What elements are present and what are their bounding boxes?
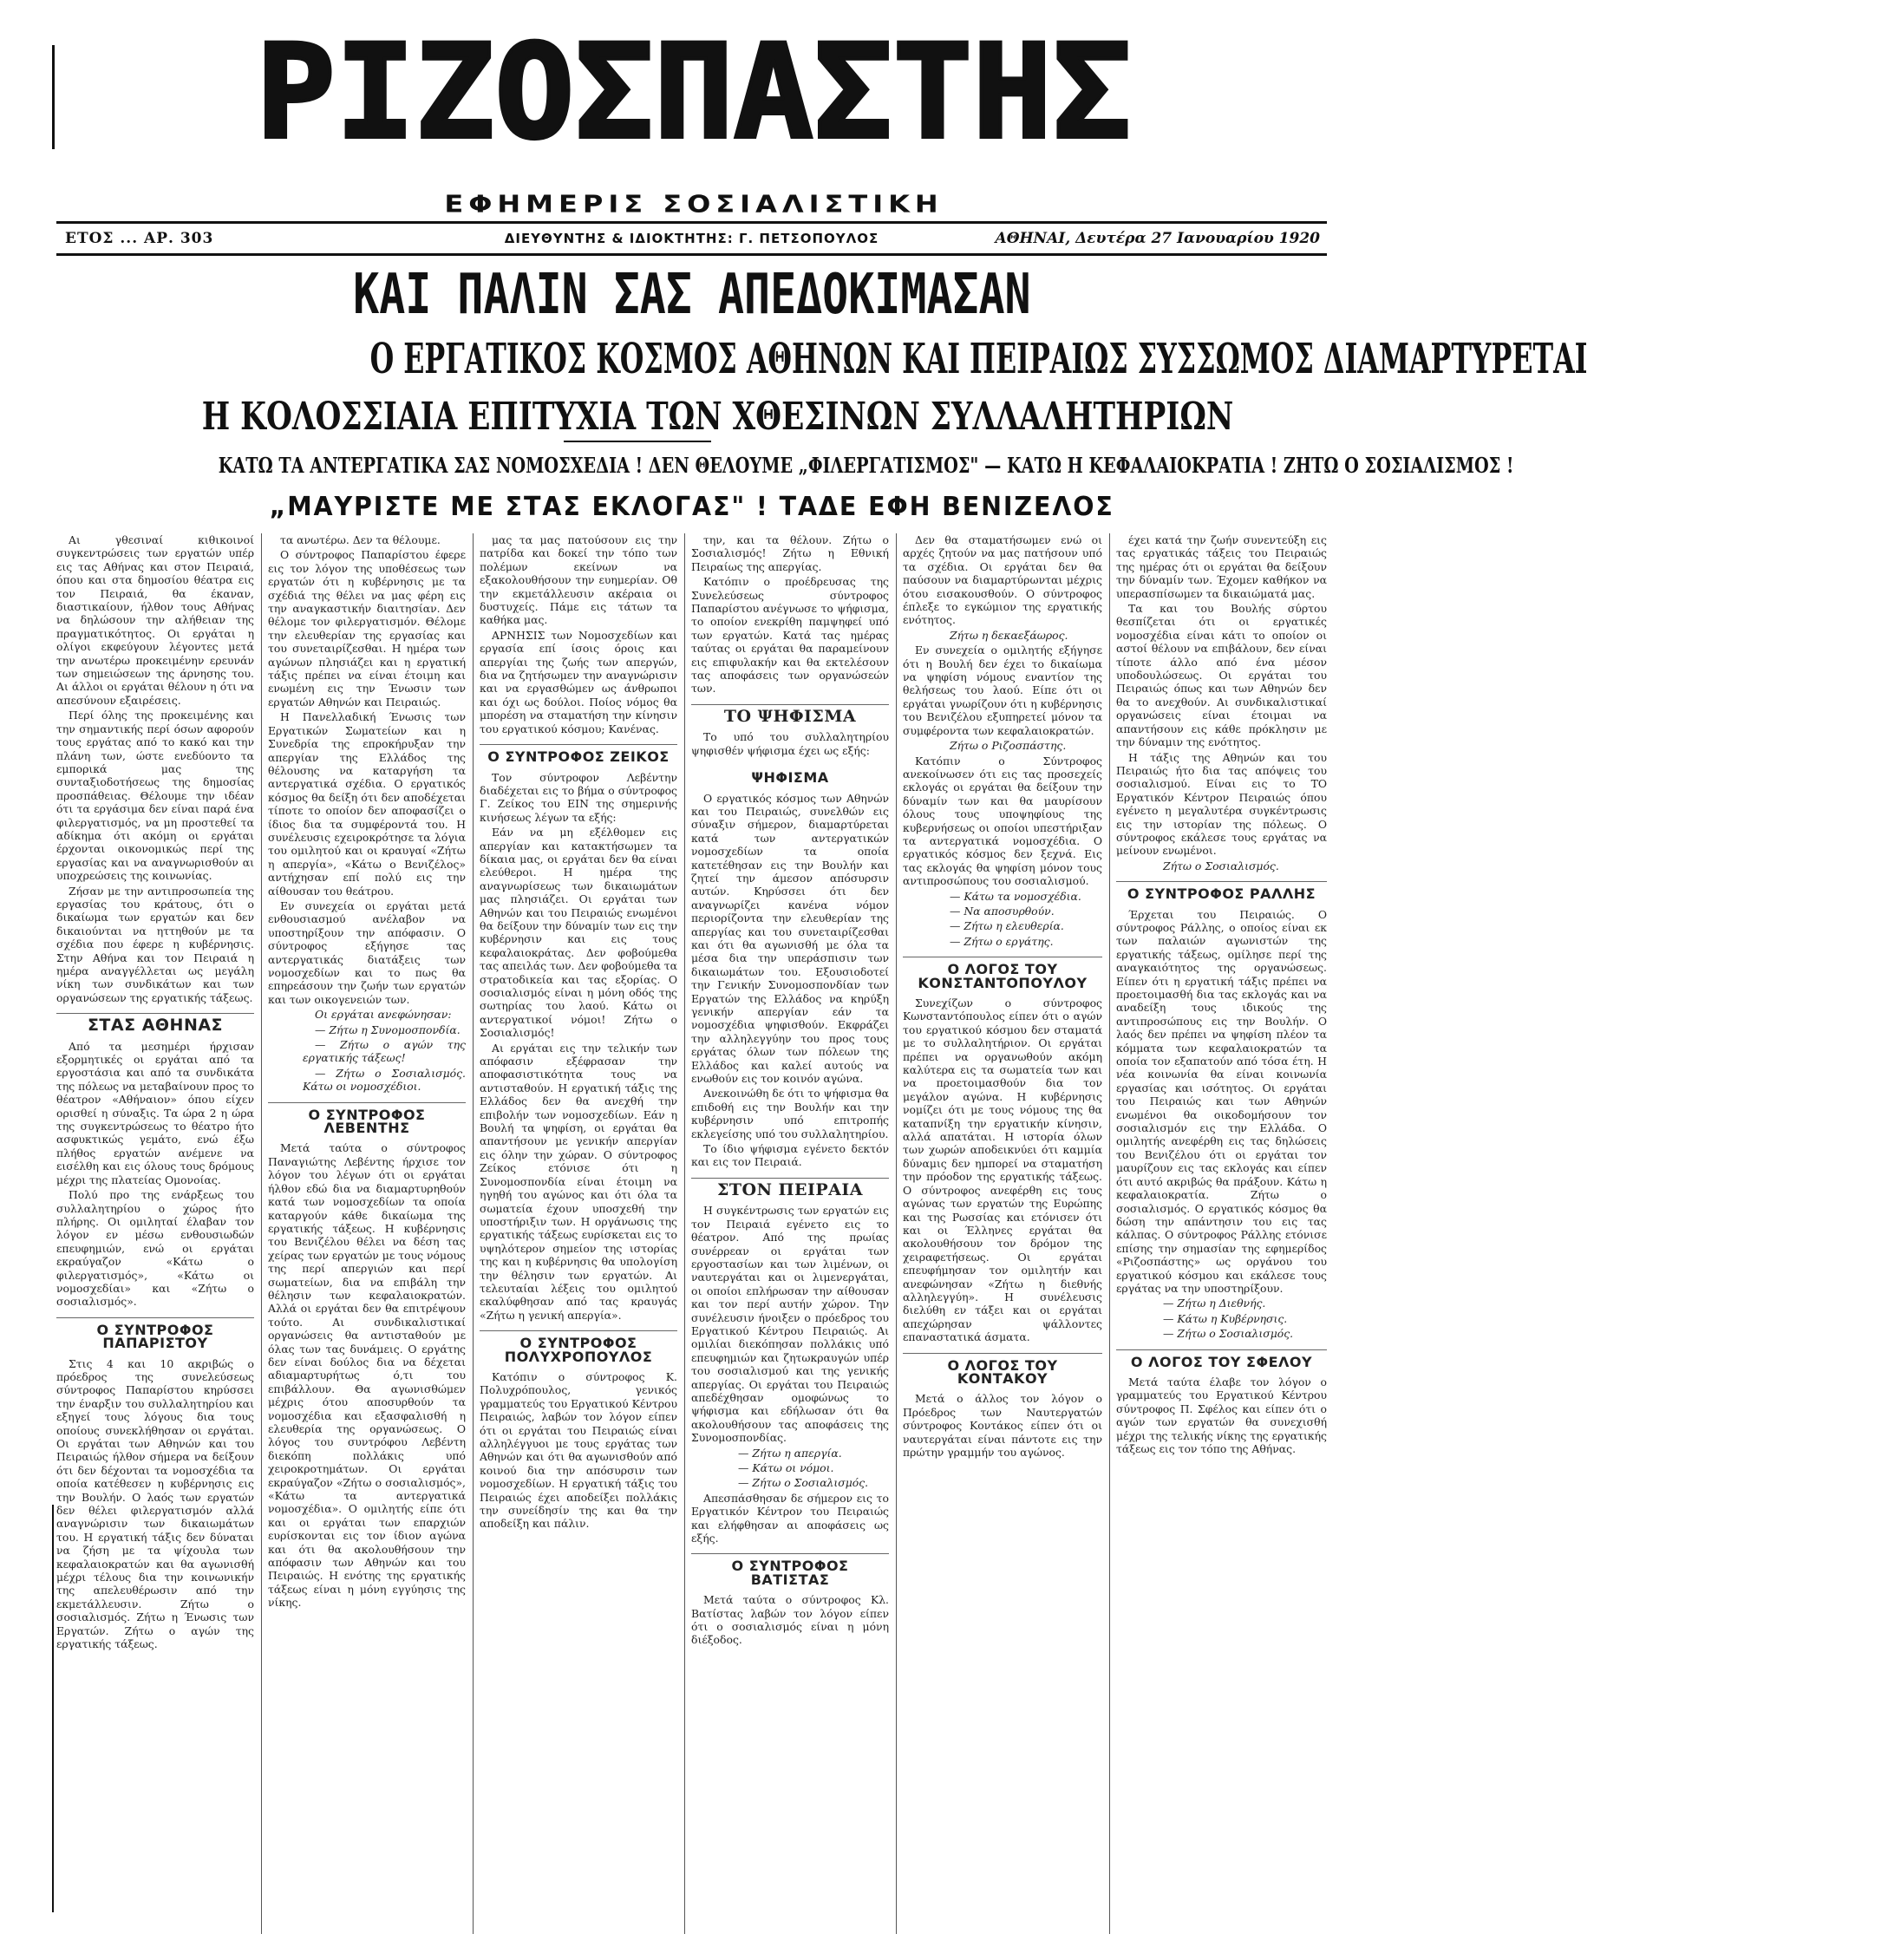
paragraph: τα ανωτέρω. Δεν τα θέλουμε. [280,533,441,546]
cheer-line: — Κάτω η Κυβέρνησις. [1163,1311,1288,1325]
cheer-line: Ζήτω η δεκαεξάωρος. [950,628,1068,642]
section-heading: Ο ΣΥΝΤΡΟΦΟΣ ΠΟΛΥΧΡΟΠΟΥΛΟΣ [480,1330,677,1363]
third-headline: Η ΚΟΛΟΣΣΙΑΙΑ ΕΠΙΤΥΧΙΑ ΤΩΝ ΧΘΕΣΙΝΩΝ ΣΥΛΛΑΛΗΤΗΡΙΩΝ [201,395,1234,439]
section-heading: Ο ΣΥΝΤΡΟΦΟΣ ΡΑΛΛΗΣ [1116,881,1327,900]
paragraph: Πολύ προ της ενάρξεως του συλλαλητηρίου ο χώρος ήτο πλήρης. Οι ομιληταί έλαβαν τον λόγον εν μέσω ενθουσιωδών επευφημιών, ενώ οι εργάται εκραύγαζον «Κάτω ο φιλεργατισμός», «Κάτω οι νομοσχεδίαι» και «Ζήτω ο σοσιαλισμός». [56,1188,254,1309]
paragraph: Κατόπιν ο προέδρευσας της Συνελεύσεως σύντροφος Παπαρίστου ανέγνωσε το ψήφισμα, το οποίον ενεκρίθη παμψηφεί υπό των εργατών. Κατά τας ημέρας ταύτας οι εργάται θα παραμείνουν εις επιφυλακήν και θα εκτελέσουν τας αποφάσεις των οργανώσεών των. [691,575,889,696]
section-heading: ΣΤΑΣ ΑΘΗΝΑΣ [56,1013,254,1032]
margin-rule [52,45,55,149]
director-line: ΔΙΕΥΘΥΝΤΗΣ & ΙΔΙΟΚΤΗΤΗΣ: Γ. ΠΕΤΣΟΠΟΥΛΟΣ [504,231,879,246]
column-3 [480,533,677,1934]
section-heading: Ο ΛΟΓΟΣ ΤΟΥ ΚΟΝΣΤΑΝΤΟΠΟΥΛΟΥ [903,957,1102,990]
main-headline: ΚΑΙ ΠΑΛΙΝ ΣΑΣ ΑΠΕΔΟΚΙΜΑΣΑΝ [352,263,1031,327]
column-1 [56,533,254,1934]
cheer-line: — Ζήτω ο Σοσιαλισμός. Κάτω οι νομοσχέδιοι. [303,1066,466,1094]
cheer-line: — Κάτω τα νομοσχέδια. [950,889,1081,903]
paragraph: Η Πανελλαδική Ένωσις των Εργατικών Σωματείων και η Συνεδρία της επροκήρυξαν την απεργίαν της Ελλάδος της θέλουσης να καταργήση τα αντεργατικά σχέδια. Ο εργατικός κόσμος θα δείξη ότι δεν αποδέχεται τίποτε το οποίον δεν αποφασίζει ο ίδιος δια τα συμφέροντά του. Η συνέλευσις εχειροκρότησε τα λόγια του ομιλητού και οι κραυγαί «Ζήτω η απεργία», «Κάτω ο Βενιζέλος» αντήχησαν επί πολύ εις την αίθουσαν του θεάτρου. [268,710,466,898]
paragraph: Ο εργατικός κόσμος των Αθηνών και του Πειραιώς, συνελθών εις σύναξιν σήμερον, διαμαρτύρεται κατά των αντεργατικών νομοσχεδίων τα οποία κατετέθησαν εις την Βουλήν και ζητεί την άμεσον απόσυρσιν αυτών. Κηρύσσει ότι δεν αναγνωρίζει κανένα νόμον περιορίζοντα την ελευθερίαν της απεργίας και του συνεταιρίζεσθαι και ότι θα αγωνισθή με όλα τα μέσα δια την υπεράσπισιν των δικαιωμάτων του. Εξουσιοδοτεί την Γενικήν Συνομοσπονδίαν των Εργατών της Ελλάδος να κηρύξη γενικήν απεργίαν εάν τα νομοσχέδια ψηφισθούν. Εκφράζει την αλληλεγγύην του προς τους εργάτας όλων των πόλεων της Ελλάδος και καλεί αυτούς να ενωθούν εις τον κοινόν αγώνα. [691,791,889,1086]
column-rule [1109,533,1110,1934]
column-rule [684,533,685,1934]
paragraph: έχει κατά την ζωήν συνεντεύξη εις τας εργατικάς τάξεις του Πειραιώς της ημέρας ότι οι εργάται θα δείξουν την δύναμίν των. Έχομεν καθήκον να υπερασπίσωμεν τα δικαιώματά μας. [1116,533,1327,600]
newspaper-logo [252,17,1136,168]
paragraph: Αι γθεσιναί κιθικοινοί συγκεντρώσεις των εργατών υπέρ εις τας Αθήνας και στον Πειραιά, όπου και στα δημοσίου θέατρα εις τον Πειραιά, θα έκαναν, διαστικαίουν, ήλθον τους Αθήνας να δηλώσουν την αλήθειαν της πραγματικότητος. Οι εργάται η ολίγοι εκφεύγουν λέγοντες μετά την ανωτέρω προκειμένην ερευνάν των σημειώσεων της άρνησης του. Αι άλλοι οι εργάται θέλουν η ότι να απεσύνουν εξαιρέσεις. [56,533,254,707]
column-rule [473,533,474,1934]
paragraph: Περί όλης της προκειμένης και την σημαντικής περί όσων αφορούν τους εργάτας από το κακό και την πλάνη των, ώστε ενεδύοντο τα εμπορικά μας της συνταξιοδοτήσεως της δημοσίας προσπάθειας. Θέλουμε την ιδέαν ότι τα εργάσιμα δεν είναι παρά ένα φιλεργατισμός, να μη προστεθεί τα αδίκημα ότι ακόμη οι εργάται έρχονται οικονομικώς περί της εργασίας και να αναγνωρισθούν αι υποχρεώσεις της κοινωνίας. [56,709,254,883]
cheer-line: Ζήτω ο Ριζοσπάστης. [950,739,1067,753]
paragraph: Κατόπιν ο Σύντροφος ανεκοίνωσεν ότι εις τας προσεχείς εκλογάς οι εργάται θα δείξουν την δύναμίν των και θα μαυρίσουν όλους τους υποψηφίους της κυβερνήσεως οι οποίοι υπεστήριξαν τα αντεργατικά νομοσχέδια. Ο εργατικός κόσμος δεν ξεχνά. Εις τας εκλογάς θα ψηφίση μόνον τους αντιπροσώπους του σοσιαλισμού. [903,754,1102,888]
issue-info-bar [56,221,1327,256]
paragraph: την, και τα θέλουν. Ζήτω ο Σοσιαλισμός! Ζήτω η Εθνική Πειραίως της απεργίας. [691,533,889,573]
cheer-line: — Ζήτω η απεργία. [738,1446,842,1460]
paragraph: Συνεχίζων ο σύντροφος Κωνσταντόπουλος είπεν ότι ο αγών του εργατικού κόσμου δεν σταματά με το συλλαλητήριον. Οι εργάται πρέπει να οργανωθούν ακόμη καλύτερα εις τα σωματεία των και να προετοιμασθούν δια τον μεγάλον αγώνα. Η κυβέρνησις νομίζει ότι με τους νόμους της θα καταπνίξη την εργατικήν κίνησιν, αλλά απατάται. Η ιστορία όλων των χωρών αποδεικνύει ότι καμμία δύναμις δεν ημπορεί να σταματήση την πρόοδον της εργατικής τάξεως. Ο σύντροφος ανεφέρθη εις τους αγώνας των εργατών της Ευρώπης και της Ρωσσίας και ετόνισεν ότι και οι Έλληνες εργάται θα ακολουθήσουν τον δρόμον της χειραφετήσεως. Οι εργάται επευφήμησαν τον ομιλητήν και ανεφώνησαν «Ζήτω η διεθνής αλληλεγγύη». Η συνέλευσις διελύθη εν τάξει και οι εργάται απεχώρησαν ψάλλοντες επαναστατικά άσματα. [903,996,1102,1344]
section-heading: ΨΗΦΙΣΜΑ [751,769,829,787]
cheer-line: — Ζήτω ο Σοσιαλισμός. [1163,1327,1294,1341]
paragraph: Απεσπάσθησαν δε σήμερον εις το Εργατικόν Κέντρον του Πειραιώς και ελήφθησαν αι αποφάσεις ως εξής. [691,1491,889,1545]
masthead [252,17,1136,219]
cheer-line: — Κάτω οι νόμοι. [738,1461,834,1474]
paragraph: Εάν να μη εξέλθομεν εις απεργίαν και κατακτήσωμεν τα δίκαια μας, οι εργάται δεν θα είναι ελεύθεροι. Η ημέρα της αναγνωρίσεως των δικαιωμάτων μας πλησιάζει. Οι εργάται των Αθηνών και του Πειραιώς ενωμένοι θα δείξουν την δύναμίν των εις την κυβέρνησιν και εις τους κεφαλαιοκράτας. Δεν φοβούμεθα τας απειλάς των. Δεν φοβούμεθα τα στρατοδικεία και τας εξορίας. Ο σοσιαλισμός είναι η μόνη οδός της σωτηρίας του λαού. Κάτω οι αντεργατικοί νόμοι! Ζήτω ο Σοσιαλισμός! [480,826,677,1040]
second-headline: Ο ΕΡΓΑΤΙΚΟΣ ΚΟΣΜΟΣ ΑΘΗΝΩΝ ΚΑΙ ΠΕΙΡΑΙΩΣ ΣΥΣΣΩΜΟΣ ΔΙΑΜΑΡΤΥΡΕΤΑΙ [369,335,1588,383]
cheer-line: — Ζήτω η Διεθνής. [1163,1297,1266,1310]
issue-date: ΑΘΗΝΑΙ, Δευτέρα 27 Ιανουαρίου 1920 [995,230,1320,247]
paragraph: Μετά ταύτα ο σύντροφος Παναγιώτης Λεβέντης ήρχισε τον λόγον του λέγων ότι οι εργάται ήλθον εδώ δια να διαμαρτυρηθούν κατά των νομοσχεδίων τα οποία καταργούν κάθε δικαίωμα της εργατικής τάξεως. Η κυβέρνησις του Βενιζέλου θέλει να δέση τας χείρας των εργατών με τους νόμους της περί απεργιών και περί σωματείων, δια να επιβάλη την θέλησιν των κεφαλαιοκρατών. Αλλά οι εργάται δεν θα επιτρέψουν τούτο. Αι συνδικαλιστικαί οργανώσεις θα αντισταθούν με όλας των τας δυνάμεις. Ο εργάτης δεν είναι δούλος δια να δέχεται αδιαμαρτυρήτως ό,τι του επιβάλλουν. Θα αγωνισθώμεν μέχρις ότου αποσυρθούν τα νομοσχέδια και εξασφαλισθή η ελευθερία της οργανώσεως. Ο λόγος του συντρόφου Λεβέντη διεκόπη πολλάκις υπό χειροκροτημάτων. Οι εργάται εκραύγαζον «Ζήτω ο σοσιαλισμός», «Κάτω τα αντεργατικά νομοσχέδια». Ο ομιλητής είπε ότι και οι εργάται των επαρχιών ευρίσκονται εις τον ίδιον αγώνα και ότι θα ακολουθήσουν την απόφασιν των Αθηνών και του Πειραιώς. Η ενότης της εργατικής τάξεως είναι η μόνη εγγύησις της νίκης. [268,1141,466,1610]
margin-rule [52,1505,54,1912]
paragraph: μας τα μας πατούσουν εις την πατρίδα και δοκεί την τόπο των πολέμων εκείνων να εξακολουθήσουν την ευημερίαν. Οθ την εκμετάλλευσιν ακέραια οι δυστυχείς. Πάμε εις τάτων τα καθήκα μας. [480,533,677,627]
paragraph: Ανεκοινώθη δε ότι το ψήφισμα θα επιδοθή εις την Βουλήν και την κυβέρνησιν υπό επιτροπής εκλεγείσης υπό του συλλαλητηρίου. [691,1087,889,1140]
cheer-line: — Ζήτω ο εργάτης. [950,934,1054,948]
svg-text:ΡΙΖΟΣΠΑΣΤΗΣ: ΡΙΖΟΣΠΑΣΤΗΣ [256,17,1132,168]
section-heading: ΣΤΟΝ ΠΕΙΡΑΙΑ [691,1178,889,1197]
paragraph: Δεν θα σταματήσωμεν ενώ οι αρχές ζητούν να μας πατήσουν υπό τα σχέδια. Οι εργάται δεν θα παύσουν να διαμαρτύρωνται μέχρις ότου εισακουσθούν. Ο σύντροφος έπλεξε το εγκώμιον της εργατικής ενότητος. [903,533,1102,627]
paragraph: Μετά ο άλλος τον λόγον ο Πρόεδρος των Ναυτεργατών σύντροφος Κοντάκος είπεν ότι οι ναυτεργάται είναι πάντοτε εις την πρώτην γραμμήν του αγώνος. [903,1392,1102,1459]
section-heading: Ο ΣΥΝΤΡΟΦΟΣ ΛΕΒΕΝΤΗΣ [268,1102,466,1135]
column-rule [896,533,897,1934]
paragraph: ΑΡΝΗΣΙΣ των Νομοσχεδίων και εργασία επί ίσοις όροις και απεργίαι της ζωής των απεργών, δια να ζητήσωμεν την αναγνώρισιν και να εργασθώμεν ως άνθρωποι και όχι ως δούλοι. Ποίος νόμος θα μπορέση να σταματήση την κίνησιν του εργατικού κόσμου; Κανένας. [480,628,677,735]
paragraph: Ζήσαν με την αντιπροσωπεία της εργασίας του κράτους, ότι ο δικαίωμα των εργατών και δεν δικαιούνται να ηττηθούν με τα σχέδια που έφερε η κυβέρνησις. Στην Αθήνα και τον Πειραιά η ημέρα αναγγέλλεται ως μεγάλη νίκη των συνδικάτων και των οργανώσεων της εργατικής τάξεως. [56,884,254,1004]
paragraph: Από τα μεσημέρι ήρχισαν εξορμητικές οι εργάται από τα εργοστάσια και από τα συνδικάτα της πόλεως να μεταβαίνουν προς το θέατρον «Αθήναιον» όπου είχεν ορισθεί η σύναξις. Τα ώρα 2 η ώρα της συγκεντρώσεως το θέατρο ήτο ασφυκτικώς γεμάτο, ενώ έξω πλήθος εργατών ανέμενε να εισέλθη και εις όλους τους δρόμους μέχρι της πλατείας Ομονοίας. [56,1039,255,1186]
paragraph: Έρχεται του Πειραιώς. Ο σύντροφος Ράλλης, ο οποίος είναι εκ των παλαιών αγωνιστών της εργατικής τάξεως, ομίλησε περί της αναγκαιότητος της οργανώσεως. Είπεν ότι η εργατική τάξις πρέπει να προετοιμασθή δια τας εκλογάς και να αναδείξη τους ιδικούς της αντιπροσώπους εις την Βουλήν. Ο λαός δεν πρέπει να ψηφίση πλέον τα κόμματα των κεφαλαιοκρατών τα οποία τον εξαπατούν από τόσα έτη. Η νέα κοινωνία θα είναι κοινωνία εργασίας και ισότητος. Οι εργάται του Πειραιώς και των Αθηνών ενωμένοι θα οικοδομήσουν τον σοσιαλισμόν εις την Ελλάδα. Ο ομιλητής ανεφέρθη εις τας δηλώσεις του Βενιζέλου ότι οι εργάται τον μαυρίζουν εις τας εκλογάς και είπεν ότι αυτό ακριβώς θα πράξουν. Κάτω η κεφαλαιοκρατία. Ζήτω ο σοσιαλισμός. Ο εργατικός κόσμος θα δώση την απάντησιν του εις τας κάλπας. Ο σύντροφος Ράλλης ετόνισε επίσης την σημασίαν της εφημερίδος «Ριζοσπάστης» ως οργάνου του εργατικού κόσμου και εκάλεσε τους εργάτας να την υποστηρίξουν. [1116,907,1327,1295]
paragraph: Η τάξις της Αθηνών και του Πειραιώς ήτο δια τας απόψεις του σοσιαλισμού. Είναι εις το ΤΟ Εργατικόν Κέντρον Πειραιώς όπου εγένετο η μεγαλυτέρα συγκέντρωσις εις την ιστορίαν της πόλεως. Ο σύντροφος εκάλεσε τους εργάτας να μείνουν ενωμένοι. [1116,750,1327,858]
article-columns [56,533,1327,1934]
section-heading: Ο ΛΟΓΟΣ ΤΟΥ ΣΦΕΛΟΥ [1116,1349,1327,1369]
paragraph: Το ίδιο ψήφισμα εγένετο δεκτόν και εις τον Πειραιά. [691,1142,889,1169]
paragraph: Μετά ταύτα ο σύντροφος Κλ. Βατίστας λαβών τον λόγον είπεν ότι ο σοσιαλισμός είναι η μόνη διέξοδος. [691,1593,889,1647]
cheer-line: Ζήτω ο Σοσιαλισμός. [1163,859,1279,872]
paragraph: Ο σύντροφος Παπαρίστου έφερε εις τον λόγον της υποθέσεως των εργατών ότι η κυβέρνησις με τα σχέδιά της θέλει να μας φέρη εις την αναγκαστικήν διαιτησίαν. Δεν θέλομε τον φιλεργατισμόν. Θέλομε την ελευθερίαν της εργασίας και του συνεταιρίζεσθαι. Η ημέρα των αγώνων πλησιάζει και η εργατική τάξις πρέπει να είναι έτοιμη και ενωμένη εις την Ένωσιν των εργατών Αθηνών και Πειραιώς. [268,548,466,709]
paragraph: Τον σύντροφον Λεβέντην διαδέχεται εις το βήμα ο σύντροφος Γ. Ζείκος του ΕΙΝ της σημερινής κινήσεως λέγων τα εξής: [480,770,677,824]
quote-headline: „ΜΑΥΡΙΣΤΕ ΜΕ ΣΤΑΣ ΕΚΛΟΓΑΣ" ! ΤΑΔΕ ΕΦΗ ΒΕΝΙΖΕΛΟΣ [269,492,1114,522]
cheer-line: — Ζήτω ο αγών της εργατικής τάξεως! [303,1038,466,1065]
cheer-line: Οι εργάται ανεφώνησαν: [315,1008,452,1022]
issue-number: ΕΤΟΣ ... ΑΡ. 303 [65,230,214,247]
column-5 [903,533,1102,1934]
masthead-subtitle: ΕΦΗΜΕΡΙΣ ΣΟΣΙΑΛΙΣΤΙΚΗ [444,189,944,219]
paragraph: Το υπό του συλλαλητηρίου ψηφισθέν ψήφισμα έχει ως εξής: [691,730,889,757]
column-rule [261,533,262,1934]
paragraph: Εν συνεχεία ο ομιλητής εξήγησε ότι η Βουλή δεν έχει το δικαίωμα να ψηφίση νόμους εναντίον της θελήσεως του λαού. Είπε ότι οι εργάται γνωρίζουν ότι η κυβέρνησις του Βενιζέλου εξυπηρετεί μόνον τα συμφέροντα των κεφαλαιοκρατών. [903,644,1102,737]
section-heading: Ο ΣΥΝΤΡΟΦΟΣ ΖΕΙΚΟΣ [480,744,677,763]
cheer-line: — Να αποσυρθούν. [950,904,1055,918]
cheer-line: — Ζήτω η ελευθερία. [950,919,1064,933]
cheer-line: — Ζήτω η Συνομοσπονδία. [315,1022,461,1036]
paragraph: Κατόπιν ο σύντροφος Κ. Πολυχρόπουλος, γενικός γραμματεύς του Εργατικού Κέντρου Πειραιώς, λαβών τον λόγον είπεν ότι οι εργάται του Πειραιώς είναι αλληλέγγυοι με τους εργάτας των Αθηνών και ότι θα αγωνισθούν από κοινού δια την απόσυρσιν των νομοσχεδίων. Η εργατική τάξις του Πειραιώς έχει αποδείξει πολλάκις την συνείδησίν της και θα την αποδείξη και πάλιν. [480,1369,677,1531]
paragraph: Εν συνεχεία οι εργάται μετά ενθουσιασμού ανέλαβον να υποστηρίξουν την απόφασιν. Ο σύντροφος εξήγησε τας αντεργατικάς διατάξεις των νομοσχεδίων και το πως θα επηρεάσουν την ζωήν των εργατών και των οικογενειών των. [268,898,466,1006]
column-2 [268,533,466,1934]
column-6 [1116,533,1327,1934]
paragraph: Η συγκέντρωσις των εργατών εις τον Πειραιά εγένετο εις το θέατρον. Από της πρωίας συνέρρεαν οι εργάται των εργοστασίων και των λιμένων, οι ναυτεργάται και οι λιμενεργάται, οι οποίοι επλήρωσαν την αίθουσαν και τον περί αυτήν χώρον. Την συνέλευσιν ήνοιξεν ο πρόεδρος του Εργατικού Κέντρου Πειραιώς. Αι ομιλίαι διεκόπησαν πολλάκις υπό επευφημιών και ζητωκραυγών υπέρ του σοσιαλισμού και της γενικής απεργίας. Οι εργάται του Πειραιώς απεδέχθησαν ομοφώνως το ψήφισμα και εδήλωσαν ότι θα ακολουθήσουν τας αποφάσεις της Συνομοσπονδίας. [691,1204,889,1445]
paragraph: Τα και του Βουλής σύρτου θεσπίζεται ότι οι εργατικές νομοσχέδια είναι κάτι το οποίον οι αστοί θέλουν να επιβάλουν, δεν είναι τίποτε άλλο από ένα μέσον υποδουλώσεως. Οι εργάται του Πειραιώς όπως και των Αθηνών δεν θα το ανεχθούν. Αι συνδικαλιστικαί οργανώσεις είναι έτοιμαι να απαντήσουν εις κάθε πρόκλησιν με την δύναμιν της ενότητος. [1116,602,1327,749]
section-heading: Ο ΛΟΓΟΣ ΤΟΥ ΚΟΝΤΑΚΟΥ [903,1353,1102,1386]
paragraph: Αι εργάται εις την τελικήν των απόφασιν εξέφρασαν την αποφασιστικότητα τους να αντισταθούν. Η εργατική τάξις της Ελλάδος δεν θα ανεχθή την επιβολήν των νομοσχεδίων. Εάν η Βουλή τα ψηφίση, οι εργάται θα απαντήσουν με γενικήν απεργίαν εις όλην την χώραν. Ο σύντροφος Ζείκος ετόνισε ότι η Συνομοσπονδία είναι έτοιμη να ηγηθή του αγώνος και ότι όλα τα σωματεία έχουν υποσχεθή την υποστήριξιν των. Η οργάνωσις της εργατικής τάξεως ευρίσκεται εις το υψηλότερον σημείον της ιστορίας της και η κυβέρνησις θα υπολογίση την θέλησιν των εργατών. Αι τελευταίαι λέξεις του ομιλητού εκαλύφθησαν από τας κραυγάς «Ζήτω η γενική απεργία». [480,1041,677,1322]
paragraph: Στις 4 και 10 ακριβώς ο πρόεδρος της συνελεύσεως σύντροφος Παπαρίστου κηρύσσει την έναρξιν του συλλαλητηρίου και εξηγεί τους λόγους δια τους οποίους συνεκλήθησαν οι εργάται. Οι εργάται των Αθηνών και του Πειραιώς ήλθον σήμερα να δείξουν ότι δεν δέχονται τα νομοσχέδια τα οποία κατέθεσεν η κυβέρνησις εις την Βουλήν. Ο λαός των εργατών δεν θέλει φιλεργατισμόν αλλά αναγνώρισιν των δικαιωμάτων του. Η εργατική τάξις δεν δύναται να ζήση με τα ψίχουλα των κεφαλαιοκρατών και θα αγωνισθή μέχρι τέλους δια την κοινωνικήν της απελευθέρωσιν από την εκμετάλλευσιν. Ζήτω ο σοσιαλισμός. Ζήτω η Ένωσις των Εργατών. Ζήτω ο αγών της εργατικής τάξεως. [56,1356,254,1651]
column-4 [691,533,889,1934]
section-heading: Ο ΣΥΝΤΡΟΦΟΣ ΒΑΤΙΣΤΑΣ [691,1553,889,1586]
headline-divider [564,441,711,442]
slogans-line: ΚΑΤΩ ΤΑ ΑΝΤΕΡΓΑΤΙΚΑ ΣΑΣ ΝΟΜΟΣΧΕΔΙΑ ! ΔΕΝ ΘΕΛΟΥΜΕ „ΦΙΛΕΡΓΑΤΙΣΜΟΣ" — ΚΑΤΩ Η ΚΕΦΑΛΑΙΟΚΡΑΤΙΑ ! ΖΗΤΩ Ο ΣΟΣΙΑΛΙΣΜΟΣ ! [218,453,1514,478]
paragraph: Μετά ταύτα έλαβε τον λόγον ο γραμματεύς του Εργατικού Κέντρου σύντροφος Π. Σφέλος και είπεν ότι ο αγών των εργατών θα συνεχισθή μέχρι της τελικής νίκης της εργατικής τάξεως εις τον τόπο της Αθήνας. [1116,1375,1327,1455]
section-heading: Ο ΣΥΝΤΡΟΦΟΣ ΠΑΠΑΡΙΣΤΟΥ [56,1317,254,1350]
cheer-line: — Ζήτω ο Σοσιαλισμός. [738,1476,869,1490]
section-heading: ΤΟ ΨΗΦΙΣΜΑ [691,704,889,723]
